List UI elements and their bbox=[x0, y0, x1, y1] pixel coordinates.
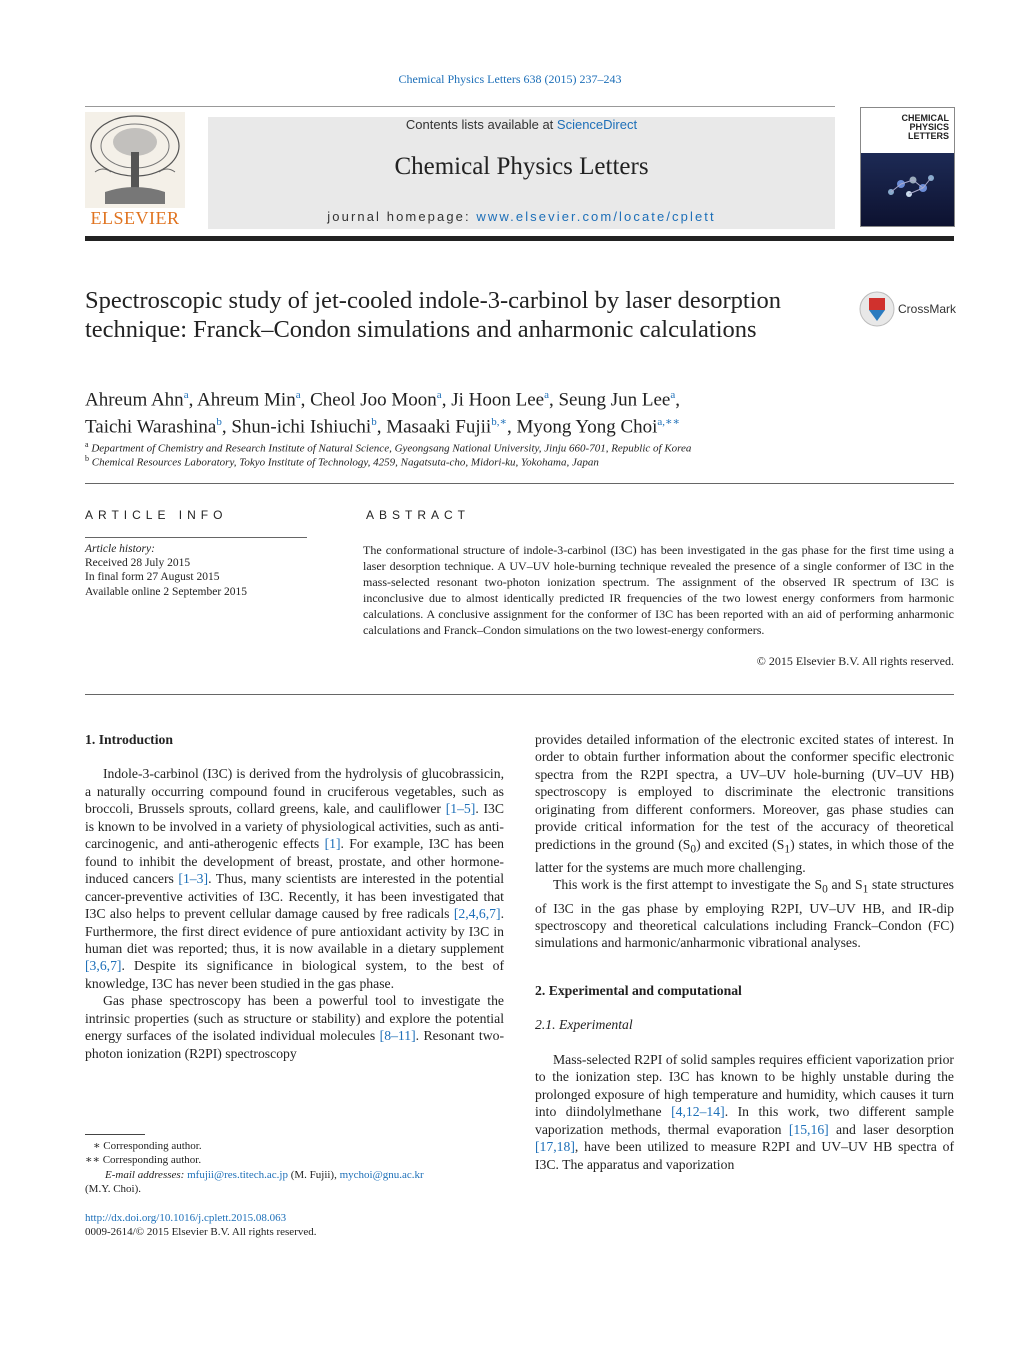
author-affiliation-mark[interactable]: a bbox=[544, 389, 549, 401]
author-affiliation-mark[interactable]: b,∗ bbox=[491, 416, 507, 429]
abstract-heading: ABSTRACT bbox=[366, 508, 471, 522]
body-left-column bbox=[85, 731, 504, 1062]
author-affiliation-mark[interactable]: b bbox=[371, 416, 377, 429]
journal-homepage: journal homepage: www.elsevier.com/locate/cplett bbox=[327, 209, 716, 224]
history-label: Article history: bbox=[85, 543, 155, 555]
body-right-column bbox=[535, 731, 954, 1173]
ref-link[interactable]: [1–3] bbox=[178, 871, 209, 887]
author-name: Ahreum Ahn bbox=[85, 389, 184, 411]
author-affiliation-mark[interactable]: b bbox=[216, 416, 222, 429]
info-rule-bottom bbox=[85, 694, 954, 695]
article-info-rule bbox=[85, 537, 307, 538]
footnotes bbox=[85, 1139, 424, 1196]
section-2-heading: 2. Experimental and computational bbox=[535, 982, 742, 998]
ref-link[interactable]: [1–5] bbox=[445, 801, 476, 817]
experimental-paragraph-1: Mass-selected R2PI of solid samples requires efficient vaporization prior to the ionization step. I3C has known to be highly unstable during the prolonged exposure of high temperature and humidity, which causes it turn into diindolylmethane [4,12–14]. In this work, two different sample vaporization methods, thermal evaporation [15,16] and laser desorption [17,18], have been utilized to measure R2PI and UV–UV HB spectra of I3C. The apparatus and vaporization bbox=[535, 1051, 954, 1172]
article-info-heading: ARTICLE INFO bbox=[85, 508, 228, 522]
ref-link[interactable]: [15,16] bbox=[788, 1121, 829, 1137]
intro-paragraph-2-continued: provides detailed information of the electronic excited states of interest. In order to obtain further information about the conformer specific electronic spectra from the R2PI spectra, a UV–UV hole-burning (UV–UV HB) spectroscopy is employed to discriminate the electronic transitions originating from different conformers. Moreover, gas phase studies can provide critical information for the test of the accuracy of theoretical predictions in the ground $(S_0)$ and excited $(S_1)$ states, in which those of the latter for the systems are much more challenging. bbox=[535, 732, 954, 875]
ref-link[interactable]: [3,6,7] bbox=[85, 958, 122, 974]
author-name: Ahreum Min bbox=[197, 389, 296, 411]
ref-link[interactable]: [1] bbox=[324, 836, 341, 852]
cover-molecule-icon bbox=[861, 154, 954, 226]
issn-line: 0009-2614/© 2015 Elsevier B.V. All rights reserved. bbox=[85, 1226, 317, 1239]
crossmark-label: CrossMark bbox=[898, 302, 957, 316]
email-addresses: E-mail addresses: mfujii@res.titech.ac.jp (M. Fujii), mychoi@gnu.ac.kr bbox=[105, 1168, 424, 1181]
homepage-link[interactable]: www.elsevier.com/locate/cplett bbox=[476, 209, 716, 224]
ref-link[interactable]: [17,18] bbox=[535, 1139, 575, 1155]
author-name: Taichi Warashina bbox=[85, 416, 217, 438]
email-owner: (M.Y. Choi). bbox=[85, 1182, 142, 1195]
author-name: Ji Hoon Lee bbox=[451, 389, 545, 411]
email-link-fujii[interactable]: mfujii@res.titech.ac.jp bbox=[187, 1168, 288, 1181]
author-affiliation-mark[interactable]: a bbox=[183, 389, 189, 401]
author-separator: , bbox=[376, 416, 387, 438]
article-title: Spectroscopic study of jet-cooled indole-3-carbinol by laser desorption technique: Franck–Condon simulations and anharmonic calculations bbox=[85, 287, 782, 343]
received-date: Received 28 July 2015 bbox=[85, 557, 191, 570]
crossmark-icon bbox=[858, 290, 896, 328]
crossmark-badge[interactable] bbox=[858, 290, 958, 330]
author-name: Cheol Joo Moon bbox=[310, 389, 437, 411]
header-thick-rule bbox=[85, 236, 954, 241]
contents-line: Contents lists available at ScienceDirect bbox=[405, 117, 638, 132]
author-name: Shun-ichi Ishiuchi bbox=[231, 416, 372, 438]
doi-block bbox=[85, 1211, 317, 1240]
article-history bbox=[85, 542, 247, 599]
online-date: Available online 2 September 2015 bbox=[85, 585, 248, 598]
author-separator: , bbox=[548, 389, 559, 411]
author-separator: , bbox=[675, 389, 680, 411]
abstract-copyright: © 2015 Elsevier B.V. All rights reserved. bbox=[756, 654, 954, 668]
author-name: Masaaki Fujii bbox=[386, 416, 492, 438]
author-list bbox=[85, 384, 925, 439]
author-affiliation-mark[interactable]: a bbox=[295, 389, 301, 401]
journal-cover bbox=[860, 107, 955, 227]
elsevier-wordmark: ELSEVIER bbox=[90, 208, 180, 228]
doi-link[interactable]: http://dx.doi.org/10.1016/j.cplett.2015.08.063 bbox=[85, 1212, 287, 1224]
author-separator: , bbox=[441, 389, 452, 411]
section-1-heading: 1. Introduction bbox=[85, 732, 173, 747]
author-separator: , bbox=[506, 416, 517, 438]
author-affiliation-mark[interactable]: a bbox=[436, 389, 442, 401]
intro-paragraph-2: Gas phase spectroscopy has been a powerful tool to investigate the intrinsic properties (such as structure or stability) and explore the potential energy surfaces of the isolated individual molecules [8–11]. Resonant two-photon ionization (R2PI) spectroscopy bbox=[85, 993, 505, 1061]
journal-citation[interactable]: Chemical Physics Letters 638 (2015) 237–243 bbox=[398, 72, 622, 86]
author-separator: , bbox=[188, 389, 198, 411]
corresponding-author-1: ∗ Corresponding author. bbox=[93, 1140, 202, 1152]
abstract-text: The conformational structure of indole-3-carbinol (I3C) has been investigated in the gas phase for the first time using a laser desorption technique. A UV–UV hole-burning technique revealed the presence of a single conformer of I3C in the mass-selected resonant two-photon ionization spectrum. The assignment of the observed IR spectrum of I3C is inconclusive due to almost identically predicted IR frequencies of the two lowest energy conformers from harmonic calculations. A conclusive assignment for the conformer of I3C has been reported with an aid of performing anharmonic calculations and Franck–Condon simulations on the two lowest-energy conformers. bbox=[363, 543, 954, 637]
author-affiliation-mark[interactable]: a bbox=[670, 389, 676, 401]
footnote-rule bbox=[85, 1134, 145, 1135]
ref-link[interactable]: [2,4,6,7] bbox=[453, 906, 501, 922]
section-2-1-heading: 2.1. Experimental bbox=[535, 1017, 633, 1033]
cover-title: CHEMICAL PHYSICS LETTERS bbox=[901, 113, 949, 141]
final-form-date: In final form 27 August 2015 bbox=[85, 571, 220, 584]
info-rule-top bbox=[85, 483, 954, 484]
affiliation-a: $^a$ Department of Chemistry and Research Institute of Natural Science, Gyeongsang National University, Jinju 660-701, Republic of Korea bbox=[85, 440, 692, 455]
affiliation-b: $^b$ Chemical Resources Laboratory, Tokyo Institute of Technology, 4259, Nagatsuta-cho, Midori-ku, Yokohama, Japan bbox=[85, 454, 599, 469]
journal-banner bbox=[208, 117, 835, 229]
author-affiliation-mark[interactable]: a,∗∗ bbox=[657, 416, 681, 429]
ref-link[interactable]: [8–11] bbox=[379, 1028, 416, 1044]
sciencedirect-link[interactable]: ScienceDirect bbox=[556, 117, 638, 132]
abstract-rule bbox=[363, 537, 954, 538]
header-rule bbox=[85, 106, 835, 107]
ref-link[interactable]: [4,12–14] bbox=[671, 1104, 725, 1120]
corresponding-author-2: ∗∗ Corresponding author. bbox=[85, 1154, 202, 1167]
author-separator: , bbox=[300, 389, 311, 411]
author-separator: , bbox=[221, 416, 232, 438]
author-name: Seung Jun Lee bbox=[558, 389, 671, 411]
journal-title: Chemical Physics Letters bbox=[394, 153, 649, 180]
intro-paragraph-3: This work is the first attempt to investigate the $S_0$ and $S_1$ state structures of I3C in the gas phase by employing R2PI, UV–UV HB, and IR-dip spectroscopy and theoretical calculations including Franck–Condon (FC) simulations and harmonic/anharmonic vibrational analyses. bbox=[535, 877, 954, 951]
elsevier-logo bbox=[85, 112, 185, 230]
email-link-choi[interactable]: mychoi@gnu.ac.kr bbox=[339, 1168, 424, 1181]
author-name: Myong Yong Choi bbox=[516, 416, 658, 438]
intro-paragraph-1: Indole-3-carbinol (I3C) is derived from the hydrolysis of glucobrassicin, a naturally occurring compound found in cruciferous vegetables, such as broccoli, Brussels sprouts, collard greens, kale, and cauliflower [1–5]. I3C is known to be involved in a variety of physiological activities, such as anti-carcinogenic, and anti-atherogenic effects [1]. For example, I3C has been found to inhibit the development of breast, prostate, and other hormone-induced cancers [1–3]. Thus, many scientists are interested in the potential cancer-preventive activities of I3C. Recently, it has been investigated that I3C also helps to prevent cellular damage caused by free radicals [2,4,6,7]. Furthermore, the first direct evidence of pure antioxidant activity by I3C in human diet was reported; thus, it is now available in a dietary supplement [3,6,7]. Despite its significance in biological system, to the best of knowledge, I3C has never been studied in the gas phase. bbox=[85, 766, 504, 991]
